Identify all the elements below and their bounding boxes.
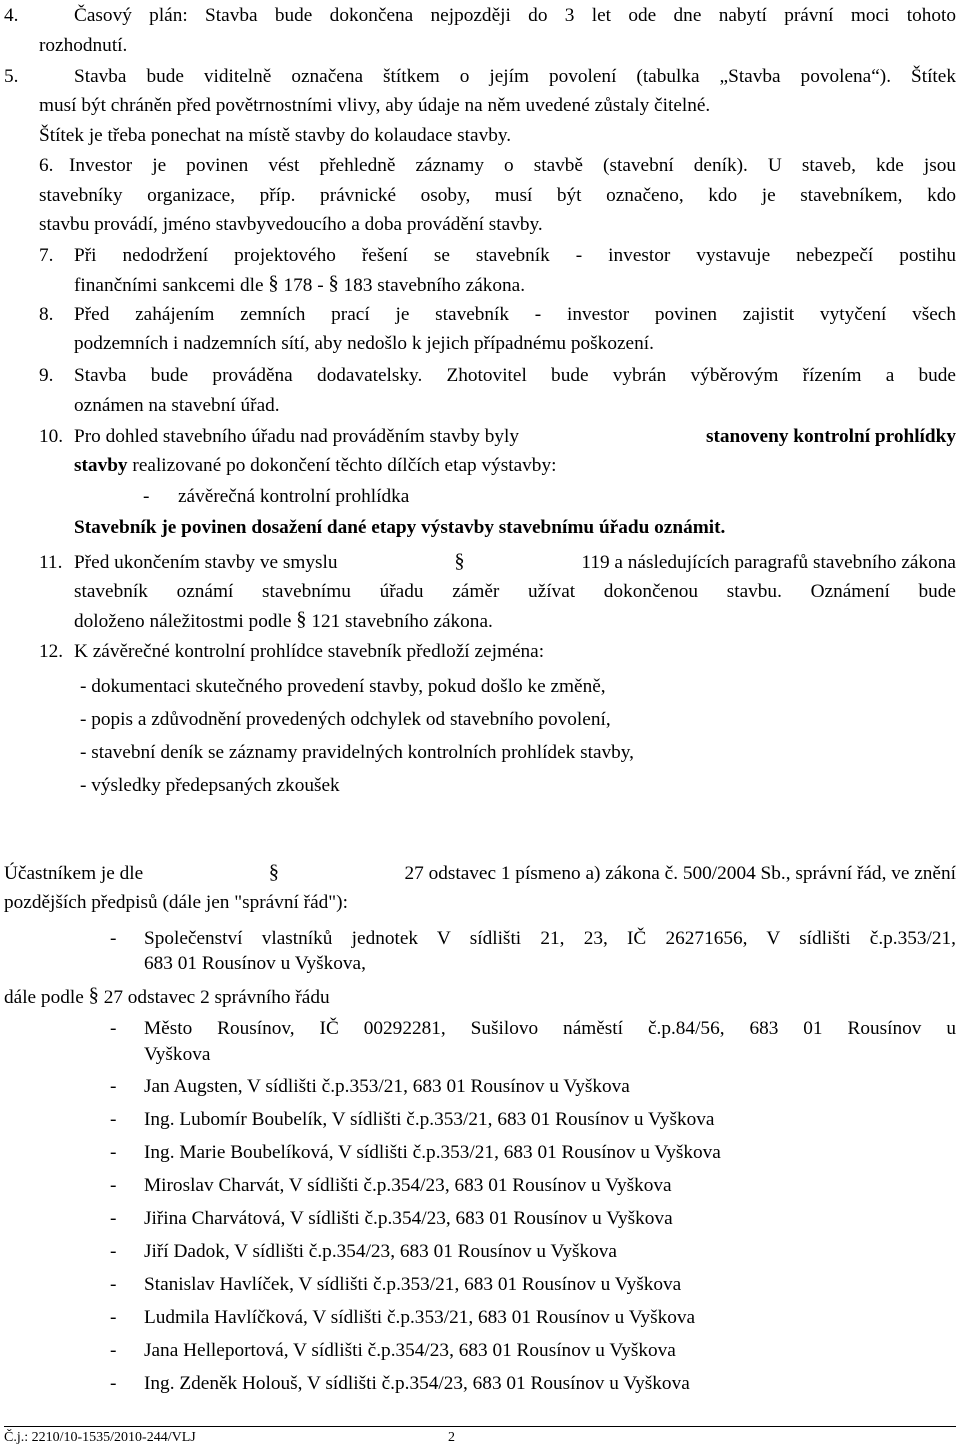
item-5-line-3: Štítek je třeba ponechat na místě stavby do kolaudace stavby. (39, 125, 512, 146)
item-number: 5. (4, 66, 19, 87)
bullet-dash: - (143, 486, 150, 507)
item-5-line-1: Stavba bude viditelně označena štítkem o jejím povolení (tabulka „Stavba povolena“). Štítek (74, 66, 956, 87)
bullet-dash: - (110, 1142, 117, 1163)
bullet-dash: - (110, 1076, 117, 1097)
participant-entry: Ing. Zdeněk Holouš, V sídlišti č.p.354/23, 683 01 Rousínov u Vyškova (144, 1373, 690, 1394)
item-12-bullet: - popis a zdůvodnění provedených odchylek od stavebního povolení, (80, 709, 611, 730)
item-9-line-2: oznámen na stavební úřad. (74, 395, 280, 416)
participant-entry: Jana Helleportová, V sídlišti č.p.354/23, 683 01 Rousínov u Vyškova (144, 1340, 676, 1361)
text: 27 odstavec 1 písmeno a) zákona č. 500/2004 Sb., správní řád, ve znění (404, 863, 956, 884)
bullet-dash: - (110, 1274, 117, 1295)
item-number: 9. (39, 365, 54, 386)
text: Účastníkem je dle (4, 863, 144, 884)
item-number: 4. (4, 5, 19, 26)
text: dále podle (4, 987, 84, 1008)
participants-line-2: pozdějších předpisů (dále jen "správní řád"): (4, 892, 348, 913)
section-sign: § (454, 550, 465, 572)
item-number: 8. (39, 304, 54, 325)
item-10-line-1 (74, 425, 956, 449)
participant-entry: Jiří Dadok, V sídlišti č.p.354/23, 683 01 Rousínov u Vyškova (144, 1241, 617, 1262)
item-12-bullet: - stavební deník se záznamy pravidelných kontrolních prohlídek stavby, (80, 742, 634, 763)
bold-text: stavby (74, 455, 128, 476)
item-number: 12. (39, 641, 64, 662)
item-6-line-1: Investor je povinen vést přehledně záznamy o stavbě (stavební deník). U staveb, kde jsou (69, 155, 956, 176)
item-number: 11. (39, 552, 63, 573)
participant-entry: Miroslav Charvát, V sídlišti č.p.354/23, 683 01 Rousínov u Vyškova (144, 1175, 672, 1196)
item-8-line-1: Před zahájením zemních prací je stavebník - investor povinen zajistit vytyčení všech (74, 304, 956, 325)
page-number: 2 (448, 1430, 455, 1445)
item-10-line-2 (74, 454, 556, 478)
text: Před ukončením stavby ve smyslu (74, 552, 338, 573)
section-sign: § (88, 984, 99, 1006)
text: 178 - (283, 275, 324, 296)
participant-entry: Stanislav Havlíček, V sídlišti č.p.353/21, 683 01 Rousínov u Vyškova (144, 1274, 682, 1295)
participant-entry: Společenství vlastníků jednotek V sídlišti 21, 23, IČ 26271656, V sídlišti č.p.353/21, (144, 928, 956, 949)
footer-rule (4, 1426, 956, 1427)
bullet-dash: - (110, 928, 117, 949)
text: Pro dohled stavebního úřadu nad prováděním stavby byly (74, 426, 519, 447)
text: finančními sankcemi dle (74, 275, 264, 296)
text: realizované po dokončení těchto dílčích etap výstavby: (132, 455, 557, 476)
bullet-dash: - (110, 1340, 117, 1361)
item-9-line-1: Stavba bude prováděna dodavatelsky. Zhotovitel bude vybrán výběrovým řízením a bude (74, 365, 956, 386)
text: 121 stavebního zákona. (311, 611, 493, 632)
participant-entry: Ing. Lubomír Boubelík, V sídlišti č.p.353/21, 683 01 Rousínov u Vyškova (144, 1109, 715, 1130)
participant-entry: Jiřina Charvátová, V sídlišti č.p.354/23, 683 01 Rousínov u Vyškova (144, 1208, 673, 1229)
section-sign: § (328, 272, 339, 294)
participant-entry: Ing. Marie Boubelíková, V sídlišti č.p.353/21, 683 01 Rousínov u Vyškova (144, 1142, 721, 1163)
item-number: 6. (39, 155, 54, 176)
item-12-line-1: K závěrečné kontrolní prohlídce stavebník předloží zejména: (74, 641, 545, 662)
bold-text: stanoveny kontrolní prohlídky (705, 426, 956, 447)
item-11-line-1 (74, 551, 956, 575)
item-7-line-1: Při nedodržení projektového řešení se stavebník - investor vystavuje nebezpečí postihu (74, 245, 956, 266)
item-5-line-2: musí být chráněn před povětrnostními vlivy, aby údaje na něm uvedené zůstaly čitelné. (39, 95, 711, 116)
item-6-line-3: stavbu provádí, jméno stavbyvedoucího a doba provádění stavby. (39, 214, 543, 235)
participant-entry: Město Rousínov, IČ 00292281, Sušilovo náměstí č.p.84/56, 683 01 Rousínov u (144, 1018, 956, 1039)
item-10-bullet: závěrečná kontrolní prohlídka (178, 486, 410, 507)
bullet-dash: - (110, 1241, 117, 1262)
item-10-bold-line: Stavebník je povinen dosažení dané etapy výstavby stavebnímu úřadu oznámit. (74, 517, 726, 538)
text: 183 stavebního zákona. (343, 275, 526, 296)
item-7-line-2 (74, 273, 525, 298)
participant-entry: Ludmila Havlíčková, V sídlišti č.p.353/21, 683 01 Rousínov u Vyškova (144, 1307, 696, 1328)
section-sign: § (296, 608, 307, 630)
section-sign: § (268, 272, 279, 294)
bullet-dash: - (110, 1175, 117, 1196)
item-4-line-1: Časový plán: Stavba bude dokončena nejpozději do 3 let ode dne nabytí právní moci tohoto (74, 5, 956, 26)
item-11-line-2: stavebník oznámí stavebnímu úřadu záměr užívat dokončenou stavbu. Oznámení bude (74, 581, 956, 602)
section-sign: § (268, 861, 279, 883)
item-number: 7. (39, 245, 54, 266)
item-8-line-2: podzemních i nadzemních sítí, aby nedošlo k jejich případnému poškození. (74, 333, 654, 354)
item-12-bullet: - výsledky předepsaných zkoušek (80, 775, 340, 796)
item-12-bullet: - dokumentaci skutečného provedení stavby, pokud došlo ke změně, (80, 676, 606, 697)
item-11-line-3 (74, 609, 493, 634)
item-number: 10. (39, 426, 64, 447)
bullet-dash: - (110, 1109, 117, 1130)
item-4-line-2: rozhodnutí. (39, 35, 128, 56)
footer-reference: Č.j.: 2210/10-1535/2010-244/VLJ (4, 1430, 196, 1445)
participant-entry-cont: Vyškova (144, 1044, 211, 1065)
participants-line-3 (4, 985, 330, 1010)
bullet-dash: - (110, 1208, 117, 1229)
bullet-dash: - (110, 1307, 117, 1328)
participant-entry-cont: 683 01 Rousínov u Vyškova, (144, 953, 366, 974)
text: 27 odstavec 2 správního řádu (103, 987, 330, 1008)
bullet-dash: - (110, 1373, 117, 1394)
bullet-dash: - (110, 1018, 117, 1039)
item-6-line-2: stavebníky organizace, příp. právnické osoby, musí být označeno, kdo je stavebníkem, kdo (39, 185, 956, 206)
text: 119 a následujících paragrafů stavebního zákona (581, 552, 956, 573)
participants-line-1 (4, 862, 956, 886)
participant-entry: Jan Augsten, V sídlišti č.p.353/21, 683 01 Rousínov u Vyškova (144, 1076, 630, 1097)
text: doloženo náležitostmi podle (74, 611, 292, 632)
